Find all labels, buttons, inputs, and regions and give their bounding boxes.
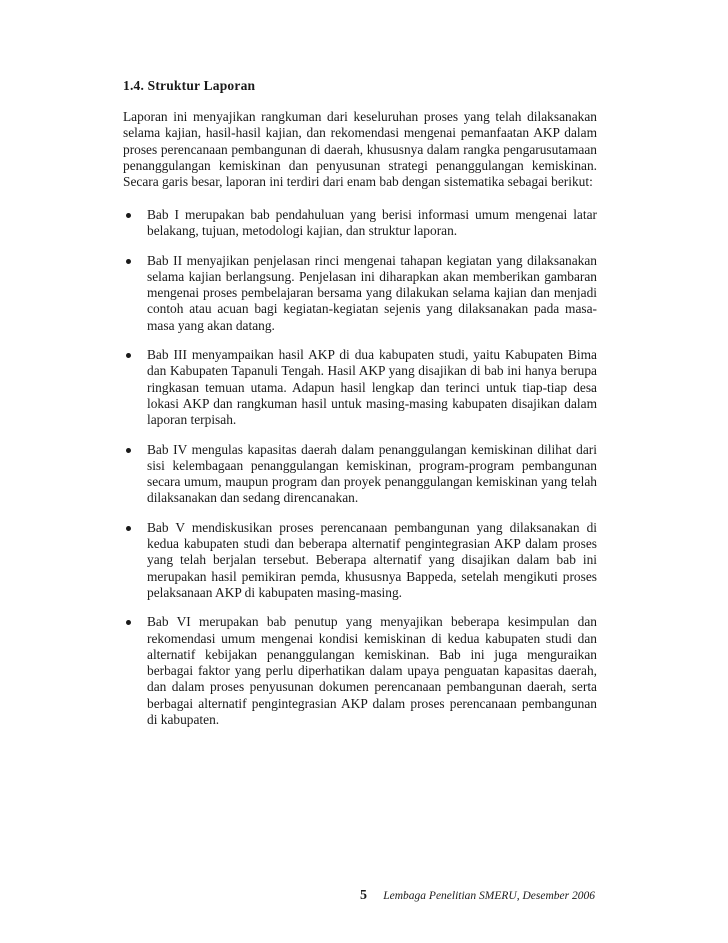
list-item-text: Bab II menyajikan penjelasan rinci mengenai tahapan kegiatan yang dilaksanakan selama kajian berlangsung. Penjelasan ini diharapkan akan memberikan gambaran mengenai proses pembelajaran bersama yang dilakukan selama kajian dan menjadi contoh atau acuan bagi kegiatan-kegiatan sejenis yang dilaksanakan pada masa-masa yang akan datang. <box>147 252 597 333</box>
page-number: 5 <box>360 888 367 903</box>
list-item-text: Bab IV mengulas kapasitas daerah dalam penanggulangan kemiskinan dilihat dari sisi kelembagaan penanggulangan kemiskinan, program-program pembangunan secara umum, maupun program dan proyek penanggulangan kemiskinan yang telah dilaksanakan dan sedang direncanakan. <box>147 441 597 506</box>
intro-paragraph: Laporan ini menyajikan rangkuman dari keseluruhan proses yang telah dilaksanakan selama kajian, hasil-hasil kajian, dan rekomendasi mengenai pemanfaatan AKP dalam proses perencanaan pembangunan di daerah, khususnya dalam rangka pengarusutamaan penanggulangan kemiskinan dan penyusunan strategi penanggulangan kemiskinan. Secara garis besar, laporan ini terdiri dari enam bab dengan sistematika sebagai berikut: <box>123 109 597 190</box>
list-item <box>123 207 597 240</box>
section-heading: 1.4. Struktur Laporan <box>123 78 256 93</box>
page-footer <box>0 888 728 908</box>
list-item-text: Bab VI merupakan bab penutup yang menyajikan beberapa kesimpulan dan rekomendasi umum mengenai kondisi kemiskinan di kedua kabupaten studi dan alternatif kebijakan penanggulangan kemiskinan. Bab ini juga menguraikan berbagai faktor yang perlu diperhatikan dalam upaya penguatan kapasitas daerah, dan dalam proses penyusunan dokumen perencanaan pembangunan daerah, serta berbagai alternatif pengintegrasian AKP dalam proses perencanaan pembangunan di kabupaten. <box>147 614 597 728</box>
bullet-icon <box>126 526 131 531</box>
list-item-text: Bab III menyampaikan hasil AKP di dua kabupaten studi, yaitu Kabupaten Bima dan Kabupaten Tapanuli Tengah. Hasil AKP yang disajikan di bab ini hanya berupa ringkasan temuan utama. Adapun hasil lengkap dan terinci untuk tiap-tiap desa lokasi AKP dan rangkuman hasil untuk masing-masing kabupaten disajikan dalam laporan terpisah. <box>147 347 597 428</box>
bullet-icon <box>126 259 131 264</box>
chapter-list <box>123 207 597 728</box>
bullet-icon <box>126 448 131 453</box>
bullet-icon <box>126 213 131 218</box>
footer-text: Lembaga Penelitian SMERU, Desember 2006 <box>383 890 595 902</box>
bullet-icon <box>126 353 131 358</box>
list-item <box>123 520 597 601</box>
list-item-text: Bab I merupakan bab pendahuluan yang berisi informasi umum mengenai latar belakang, tujuan, metodologi kajian, dan struktur laporan. <box>147 207 597 239</box>
list-item <box>123 347 597 428</box>
list-item <box>123 614 597 728</box>
bullet-icon <box>126 620 131 625</box>
list-item <box>123 253 597 334</box>
list-item <box>123 442 597 507</box>
list-item-text: Bab V mendiskusikan proses perencanaan pembangunan yang dilaksanakan di kedua kabupaten studi dan beberapa alternatif pengintegrasian AKP dalam proses yang telah berjalan tersebut. Beberapa alternatif yang disajikan dalam bab ini merupakan hasil pemikiran pemda, khususnya Bappeda, setelah mengikuti proses pelaksanaan AKP di kabupaten masing-masing. <box>147 519 597 600</box>
